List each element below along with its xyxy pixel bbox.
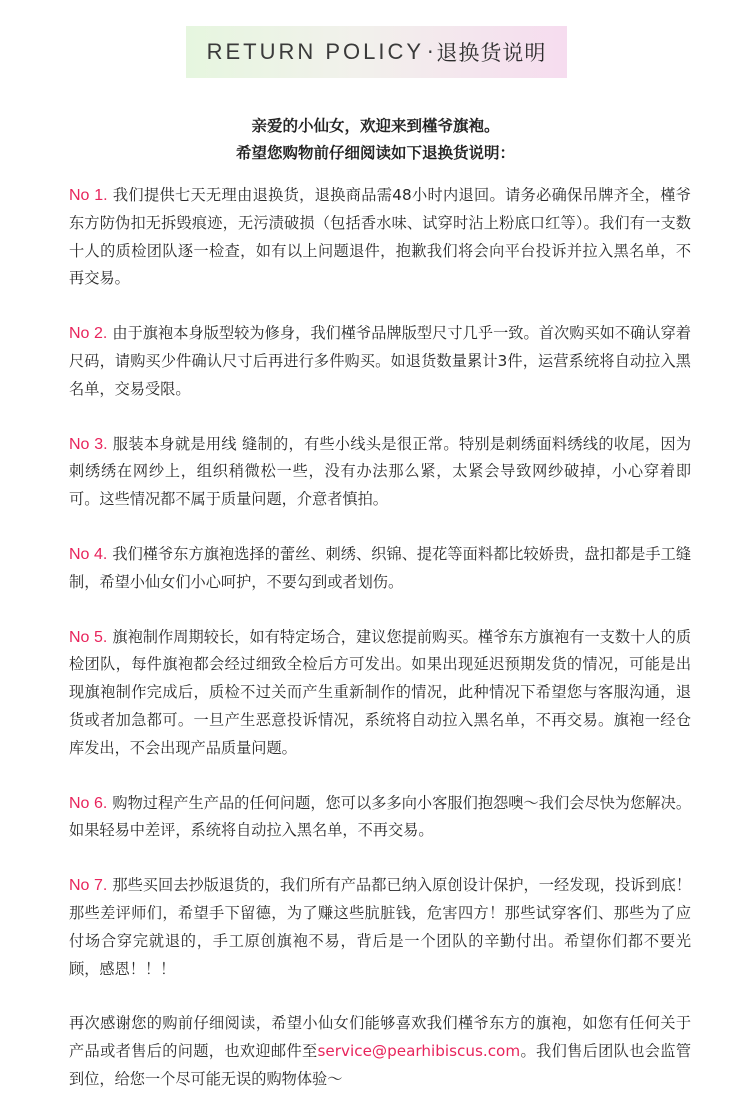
closing-text-end: 。我们售后团队也会监管到位，给您一个尽可能无误的购物体验～ [69, 1042, 692, 1088]
banner-separator: · [427, 40, 434, 64]
banner-title-cn: 退换货说明 [436, 41, 547, 65]
policy-number: No 6. [69, 794, 108, 812]
policy-item-4 [69, 541, 691, 597]
policy-text: 由于旗袍本身版型较为修身，我们槿爷品牌版型尺寸几乎一致。首次购买如不确认穿着尺码，请购买少件确认尺寸后再进行多件购买。如退货数量累计3件，运营系统将自动拉入黑名单，交易受限。 [69, 324, 692, 398]
policy-text: 购物过程产生产品的任何问题，您可以多多向小客服们抱怨噢～我们会尽快为您解决。如果轻易中差评，系统将自动拉入黑名单，不再交易。 [69, 793, 692, 840]
policy-item-5 [69, 624, 691, 763]
policy-number: No 2. [69, 325, 108, 343]
policy-text: 旗袍制作周期较长，如有特定场合，建议您提前购买。槿爷东方旗袍有一支数十人的质检团队，每件旗袍都会经过细致全检后方可发出。如果出现延迟预期发货的情况，可能是出现旗袍制作完成后，质检不过关而产生重新制作的情况，此种情况下希望您与客服沟通，退货或者加急都可。一旦产生恶意投诉情况，系统将自动拉入黑名单，不再交易。旗袍一经仓库发出，不会出现产品质量问题。 [69, 627, 692, 757]
policy-number: No 4. [69, 545, 108, 563]
intro-block [0, 113, 751, 167]
policy-number: No 7. [69, 877, 108, 895]
policy-item-6 [69, 790, 691, 846]
policy-text: 我们提供七天无理由退换货，退换商品需48小时内退回。请务必确保吊牌齐全，槿爷东方防伪扣无拆毁痕迹，无污渍破损（包括香水味、试穿时沾上粉底口红等）。我们有一支数十人的质检团队逐一检查，如有以上问题退件，抱歉我们将会向平台投诉并拉入黑名单，不再交易。 [69, 186, 691, 288]
return-policy-banner [186, 26, 567, 78]
banner-title-en: RETURN POLICY [206, 39, 425, 64]
policy-number: No 3. [69, 435, 108, 453]
policy-text: 那些买回去抄版退货的，我们所有产品都已纳入原创设计保护，一经发现，投诉到底！那些差评师们，希望手下留德，为了赚这些肮脏钱，危害四方！那些试穿客们、那些为了应付场合穿完就退的，手工原创旗袍不易，背后是一个团队的辛勤付出。希望你们都不要光顾，感恩！！！ [69, 876, 692, 978]
policy-number: No 5. [69, 628, 108, 646]
intro-greeting: 亲爱的小仙女，欢迎来到槿爷旗袍。 [251, 117, 500, 135]
policy-item-7 [69, 872, 691, 983]
policy-item-3 [69, 431, 691, 514]
policy-text: 我们槿爷东方旗袍选择的蕾丝、刺绣、织锦、提花等面料都比较娇贵，盘扣都是手工缝制，希望小仙女们小心呵护，不要勾到或者划伤。 [69, 544, 692, 591]
service-email-link[interactable]: service@pearhibiscus.com [317, 1042, 521, 1061]
policy-list [69, 182, 691, 1094]
policy-text: 服装本身就是用线 缝制的，有些小线头是很正常。特别是刺绣面料绣线的收尾，因为刺绣绣在网纱上，组织稍微松一些，没有办法那么紧，太紧会导致网纱破掉，小心穿着即可。这些情况都不属于质量问题，介意者慎拍。 [69, 434, 692, 509]
policy-item-2 [69, 320, 691, 403]
closing-paragraph [69, 1010, 691, 1093]
intro-instruction: 希望您购物前仔细阅读如下退换货说明： [235, 144, 515, 162]
policy-item-1 [69, 182, 691, 293]
closing-text-start: 再次感谢您的购前仔细阅读，希望小仙女们能够喜欢我们槿爷东方的旗袍，如您有任何关于产品或者售后的问题，也欢迎邮件至 [69, 1014, 691, 1061]
policy-number: No 1. [69, 187, 108, 204]
